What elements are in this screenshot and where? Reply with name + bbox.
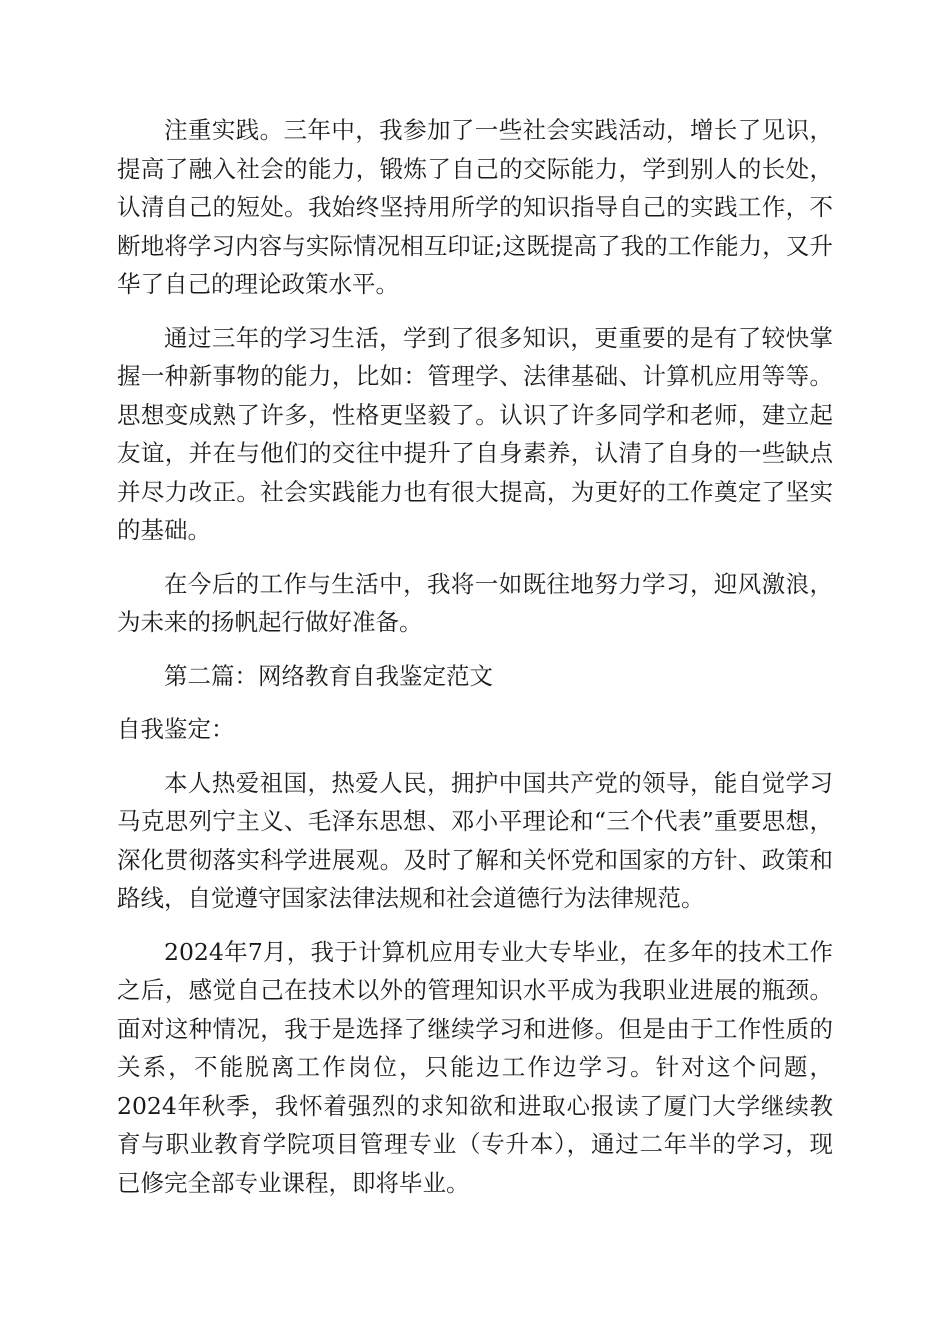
paragraph-study-life: 通过三年的学习生活，学到了很多知识，更重要的是有了较快掌握一种新事物的能力，比如：管理学、法律基础、计算机应用等等。思想变成熟了许多，性格更坚毅了。认识了许多同学和老师，建立起友谊，并在与他们的交往中提升了自身素养，认清了自身的一些缺点并尽力改正。社会实践能力也有很大提高，为更好的工作奠定了坚实的基础。: [117, 323, 833, 544]
paragraph-gap: [117, 550, 833, 565]
document-body: [117, 111, 833, 1202]
section-title: 第二篇：网络教育自我鉴定范文: [164, 661, 493, 690]
self-assessment-label: 自我鉴定：: [117, 715, 235, 743]
paragraph-practice: 注重实践。三年中，我参加了一些社会实践活动，增长了见识，提高了融入社会的能力，锻炼了自己的交际能力，学到别人的长处，认清自己的短处。我始终坚持用所学的知识指导自己的实践工作，不断地将学习内容与实际情况相互印证;这既提高了我的工作能力，又升华了自己的理论政策水平。: [117, 116, 833, 298]
paragraph-gap: [117, 642, 833, 657]
paragraph-gap: [117, 695, 833, 710]
paragraph-patriotism: 本人热爱祖国，热爱人民，拥护中国共产党的领导，能自觉学习马克思列宁主义、毛泽东思想、邓小平理论和“三个代表”重要思想，深化贯彻落实科学进展观。及时了解和关怀党和国家的方针、政策和路线，自觉遵守国家法律法规和社会道德行为法律规范。: [117, 768, 833, 912]
paragraph-gap: [117, 918, 833, 933]
paragraph-future: 在今后的工作与生活中，我将一如既往地努力学习，迎风激浪，为未来的扬帆起行做好准备。: [117, 569, 833, 636]
paragraph-gap: [117, 749, 833, 764]
paragraph-education: 2024年7月，我于计算机应用专业大专毕业，在多年的技术工作之后，感觉自己在技术以外的管理知识水平成为我职业进展的瓶颈。面对这种情况，我于是选择了继续学习和进修。但是由于工作性质的关系，不能脱离工作岗位，只能边工作边学习。针对这个问题，2024年秋季，我怀着强烈的求知欲和进取心报读了厦门大学继续教育与职业教育学院项目管理专业（专升本），通过二年半的学习，现已修完全部专业课程，即将毕业。: [117, 937, 833, 1197]
paragraph-gap: [117, 304, 833, 319]
